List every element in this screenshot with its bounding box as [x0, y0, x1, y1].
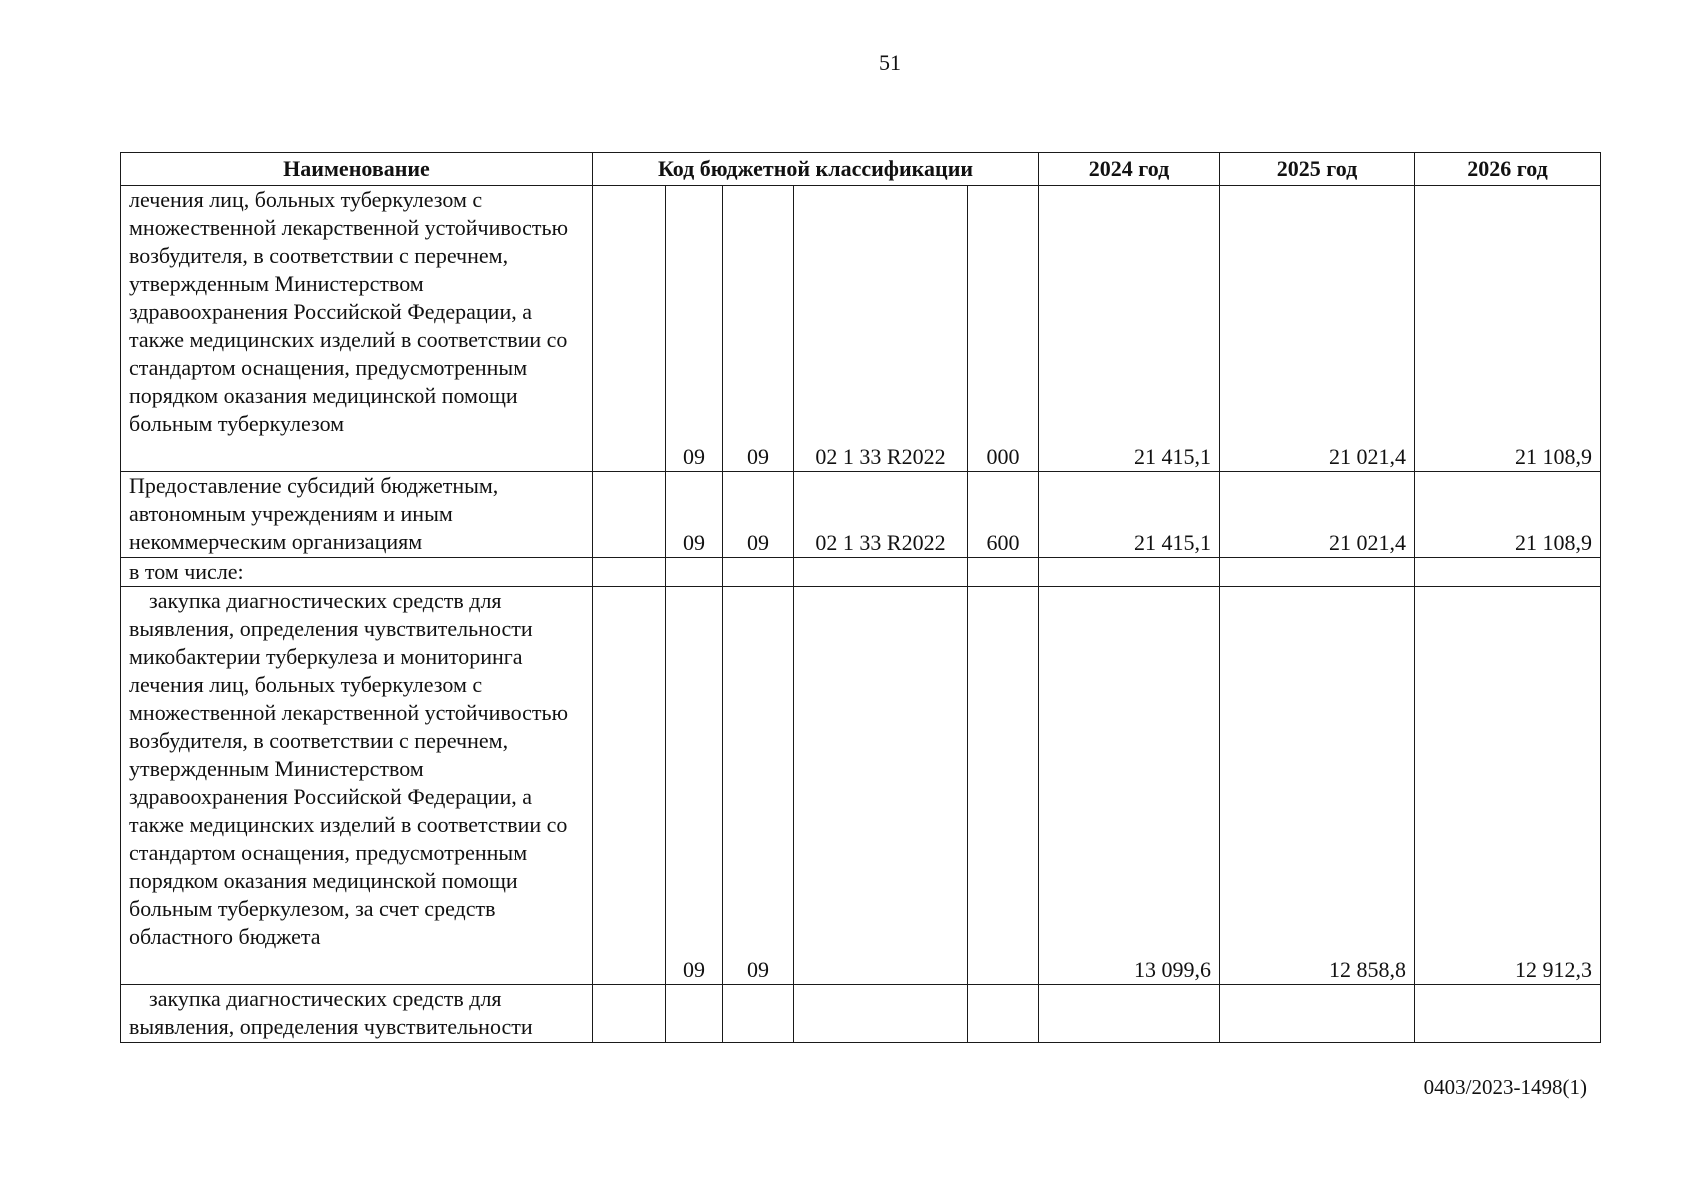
value-2026: 21 108,9: [1415, 472, 1601, 558]
value-2024: [1039, 985, 1220, 1043]
value-2025: [1220, 985, 1415, 1043]
code-target-item: 02 1 33 R2022: [794, 472, 968, 558]
code-expense-type: 000: [968, 186, 1039, 472]
code-subsection: 09: [723, 587, 794, 985]
code-section: [666, 985, 723, 1043]
code-subsection: 09: [723, 472, 794, 558]
table-row: [121, 985, 1601, 1043]
row-name: закупка диагностических средств для выявления, определения чувствительности микобактерии туберкулеза и мониторинга лечения лиц, больных туберкулезом с множественной лекарственной устойчивостью возбудителя, в соответствии с перечнем, утвержденным Министерством здравоохранения Российской Федерации, а также медицинских изделий в соответствии со стандартом оснащения, предусмотренным порядком оказания медицинской помощи больным туберкулезом, за счет средств областного бюджета: [121, 587, 593, 985]
code-target-item: [794, 587, 968, 985]
code-subsection: [723, 558, 794, 587]
code-expense-type: 600: [968, 472, 1039, 558]
code-target-item: 02 1 33 R2022: [794, 186, 968, 472]
code-section: 09: [666, 587, 723, 985]
value-2024: 21 415,1: [1039, 186, 1220, 472]
row-name: закупка диагностических средств для выявления, определения чувствительности: [121, 985, 593, 1043]
value-2025: 12 858,8: [1220, 587, 1415, 985]
budget-table: [120, 152, 1601, 1043]
header-2026: 2026 год: [1415, 153, 1601, 186]
code-target-item: [794, 558, 968, 587]
code-expense-type: [968, 558, 1039, 587]
row-name: Предоставление субсидий бюджетным, автономным учреждениям и иным некоммерческим организациям: [121, 472, 593, 558]
value-2024: 21 415,1: [1039, 472, 1220, 558]
value-2026: 12 912,3: [1415, 587, 1601, 985]
header-2025: 2025 год: [1220, 153, 1415, 186]
table-header-row: [121, 153, 1601, 186]
header-2024: 2024 год: [1039, 153, 1220, 186]
code-cell: [593, 558, 666, 587]
value-2025: 21 021,4: [1220, 472, 1415, 558]
code-section: 09: [666, 186, 723, 472]
page-number: 51: [879, 50, 901, 75]
value-2026: [1415, 985, 1601, 1043]
value-2026: [1415, 558, 1601, 587]
header-name: Наименование: [121, 153, 593, 186]
code-cell: [593, 472, 666, 558]
value-2025: [1220, 558, 1415, 587]
value-2024: 13 099,6: [1039, 587, 1220, 985]
code-cell: [593, 587, 666, 985]
code-section: [666, 558, 723, 587]
code-subsection: 09: [723, 186, 794, 472]
code-subsection: [723, 985, 794, 1043]
table-row: [121, 587, 1601, 985]
table-row: [121, 472, 1601, 558]
value-2024: [1039, 558, 1220, 587]
value-2025: 21 021,4: [1220, 186, 1415, 472]
code-cell: [593, 186, 666, 472]
code-section: 09: [666, 472, 723, 558]
code-expense-type: [968, 985, 1039, 1043]
document-id: 0403/2023-1498(1): [1423, 1075, 1587, 1099]
code-target-item: [794, 985, 968, 1043]
code-cell: [593, 985, 666, 1043]
value-2026: 21 108,9: [1415, 186, 1601, 472]
row-name: в том числе:: [121, 558, 593, 587]
header-budget-code: Код бюджетной классификации: [593, 153, 1039, 186]
code-expense-type: [968, 587, 1039, 985]
table-row: [121, 558, 1601, 587]
row-name: лечения лиц, больных туберкулезом с множественной лекарственной устойчивостью возбудителя, в соответствии с перечнем, утвержденным Министерством здравоохранения Российской Федерации, а также медицинских изделий в соответствии со стандартом оснащения, предусмотренным порядком оказания медицинской помощи больным туберкулезом: [121, 186, 593, 472]
table-row: [121, 186, 1601, 472]
